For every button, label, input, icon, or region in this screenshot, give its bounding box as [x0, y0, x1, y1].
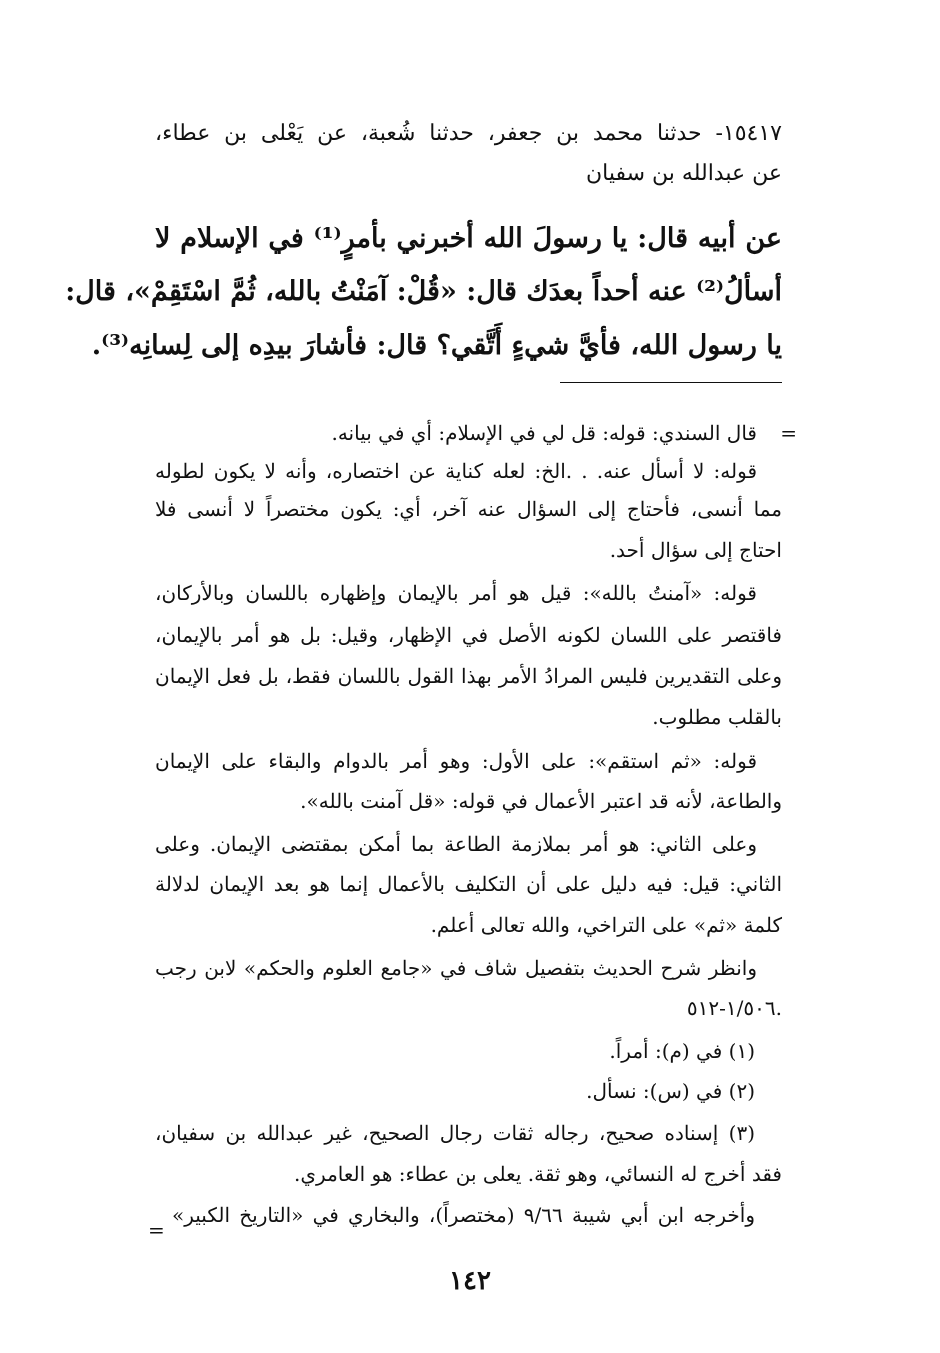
- footnote: (٢) في (س): نسأل.: [586, 1079, 755, 1103]
- commentary-line: فاقتصر على اللسان لكونه الأصل في الإظهار، وقيل: بل هو أمر بالإيمان،: [155, 623, 782, 647]
- commentary-line: وانظر شرح الحديث بتفصيل شاف في «جامع العلوم والحكم» لابن رجب: [155, 956, 757, 980]
- commentary-line: وعلى الثاني: هو أمر بملازمة الطاعة بما أمكن بمقتضى الإيمان. وعلى: [155, 832, 757, 856]
- commentary-line: والطاعة، لأنه قد اعتبر الأعمال في قوله: «قل آمنت بالله».: [300, 789, 782, 813]
- commentary-line: كلمة «ثم» على التراخي، والله تعالى أعلم.: [430, 913, 782, 937]
- continuation-mark-end: =: [148, 1218, 165, 1242]
- commentary-line: قوله: «ثم استقم»: على الأول: وهو أمر بالدوام والبقاء على الإيمان: [155, 749, 758, 773]
- commentary-line: الثاني: قيل: فيه دليل على أن التكليف بالأعمال إنما هو بعد الإيمان لدلالة: [155, 872, 782, 896]
- isnad-line: ١٥٤١٧- حدثنا محمد بن جعفر، حدثنا شُعبة، عن يَعْلى بن عطاء،: [155, 121, 782, 146]
- page-number: ١٤٢: [449, 1266, 491, 1296]
- commentary-line: احتاج إلى سؤال أحد.: [609, 538, 782, 562]
- commentary-line: ١/٥٠٦-٥١٢.: [686, 996, 782, 1020]
- isnad-line: عن عبدالله بن سفيان: [586, 161, 782, 186]
- commentary-line: قال السندي: قوله: قل لي في الإسلام: أي في بيانه.: [331, 421, 757, 445]
- continuation-mark-start: =: [780, 421, 797, 445]
- commentary-line: قوله: «آمنتُ بالله»: قيل هو أمر بالإيمان وإظهاره باللسان وبالأركان،: [155, 581, 757, 605]
- commentary-line: وعلى التقديرين فليس المرادُ الأمر بهذا القول باللسان فقط، بل فعل الإيمان: [155, 664, 782, 688]
- footnote: (١) في (م): أمراً.: [609, 1039, 755, 1063]
- hadith-text-line: عن أبيه قال: يا رسولَ الله أخبرني بأمرٍ⁽¹⁾ في الإسلام لا: [155, 223, 782, 254]
- commentary-line: قوله: لا أسأل عنه. . .الخ: لعله كناية عن اختصاره، وأنه لا يكون لطوله: [155, 459, 757, 483]
- hadith-text-line: يا رسول الله، فأيَّ شيءٍ أَتَّقي؟ قال: فأشارَ بيدِه إلى لِسانِه⁽³⁾.: [91, 330, 782, 361]
- footnote-divider: [560, 382, 782, 383]
- hadith-text-line: أسألُ⁽²⁾ عنه أحداً بعدَك قال: «قُلْ: آمَنْتُ بالله، ثُمَّ اسْتَقِمْ»، قال:: [65, 276, 782, 307]
- footnote: وأخرجه ابن أبي شيبة ٩/٦٦ (مختصراً)، والبخاري في «التاريخ الكبير»: [172, 1203, 755, 1227]
- footnote: (٣) إسناده صحيح، رجاله ثقات رجال الصحيح، غير عبدالله بن سفيان،: [155, 1121, 755, 1145]
- footnote-continued: فقد أخرج له النسائي، وهو ثقة. يعلى بن عطاء: هو العامري.: [294, 1162, 782, 1186]
- commentary-line: بالقلب مطلوب.: [652, 705, 782, 729]
- commentary-line: مما أنسى، فأحتاج إلى السؤال عنه آخر، أي: يكون مختصراً لا أنسى فلا: [155, 497, 782, 521]
